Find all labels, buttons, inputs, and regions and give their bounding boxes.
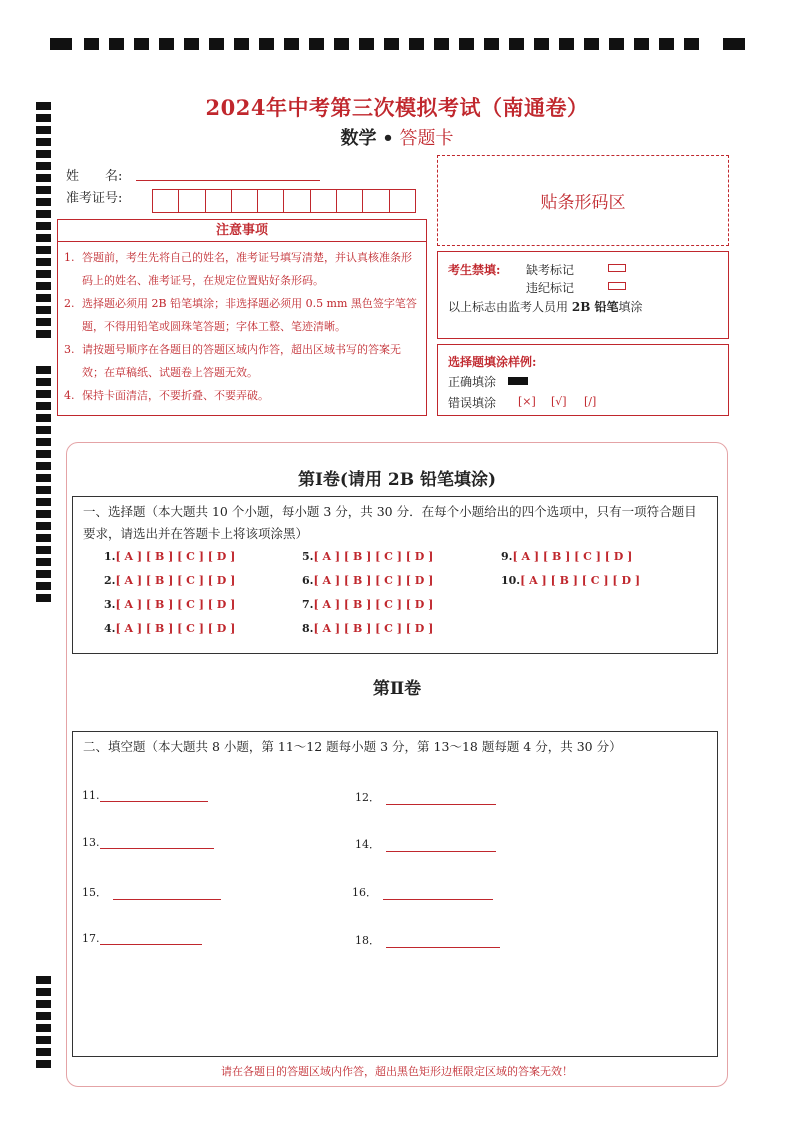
mcq-question-3[interactable]: 3.[ A ] [ B ] [ C ] [ D ]	[104, 598, 236, 611]
mcq-description: 一、选择题（本大题共 10 个小题，每小题 3 分，共 30 分．在每个小题给出的四个选项中，只有一项符合题目要求，请选出并在答题卡上将该项涂黑）	[83, 504, 697, 541]
absent-mark-label: 缺考标记	[526, 263, 575, 277]
card-label: 答题卡	[399, 128, 454, 149]
mcq-question-7[interactable]: 7.[ A ] [ B ] [ C ] [ D ]	[302, 598, 434, 611]
mcq-question-8[interactable]: 8.[ A ] [ B ] [ C ] [ D ]	[302, 622, 434, 635]
fill-description: 二、填空题（本大题共 8 小题，第 11～12 题每小题 3 分，第 13～18 题每题 4 分，共 30 分）	[83, 739, 622, 754]
forbid-note: 以上标志由监考人员用 2B 铅笔填涂	[448, 300, 643, 314]
blank-17[interactable]: 17.	[82, 932, 202, 945]
notice-box	[57, 219, 427, 416]
fill-sample-box	[437, 344, 729, 416]
notice-item: 3. 请按题号顺序在各题目的答题区域内作答，超出区域书写的答案无效；在草稿纸、试题卷上答题无效。	[64, 343, 401, 379]
blank-12[interactable]: 12．	[355, 789, 496, 805]
barcode-label: 贴条形码区	[540, 193, 626, 213]
mcq-question-10[interactable]: 10.[ A ] [ B ] [ C ] [ D ]	[501, 574, 641, 587]
correct-fill-label: 正确填涂	[448, 375, 497, 389]
examinee-forbidden-box	[437, 251, 729, 339]
name-label: 姓 名:	[66, 169, 123, 184]
mcq-question-6[interactable]: 6.[ A ] [ B ] [ C ] [ D ]	[302, 574, 434, 587]
blank-16[interactable]: 16．	[352, 884, 493, 900]
blank-14[interactable]: 14．	[355, 836, 496, 852]
notice-list	[58, 242, 426, 407]
footer-warning: 请在各题目的答题区域内作答，超出黑色矩形边框限定区域的答案无效！	[221, 1065, 573, 1078]
subject-label: 数学	[340, 128, 377, 149]
notice-item: 2. 选择题必须用 2B 铅笔填涂；非选择题必须用 0.5 mm 黑色签字笔答题，不得用铅笔或圆珠笔答题；字体工整、笔迹清晰。	[64, 297, 417, 333]
correct-fill-sample	[508, 377, 528, 385]
top-timing-marks	[50, 38, 745, 50]
notice-title: 注意事项	[58, 220, 426, 242]
mcq-question-5[interactable]: 5.[ A ] [ B ] [ C ] [ D ]	[302, 550, 434, 563]
sample-title: 选择题填涂样例:	[448, 355, 537, 369]
forbid-title: 考生禁填:	[448, 263, 501, 277]
blank-11[interactable]: 11.	[82, 789, 208, 802]
violation-mark-label: 违纪标记	[526, 281, 575, 295]
blank-13[interactable]: 13.	[82, 836, 214, 849]
id-label: 准考证号:	[66, 191, 123, 206]
mcq-question-9[interactable]: 9.[ A ] [ B ] [ C ] [ D ]	[501, 550, 633, 563]
violation-mark-box[interactable]	[608, 282, 626, 290]
absent-mark-box[interactable]	[608, 264, 626, 272]
title-dot: •	[382, 128, 394, 149]
page-title: 2024年中考第三次模拟考试（南通卷）	[205, 95, 589, 120]
name-field[interactable]	[136, 180, 320, 181]
wrong-fill-sample: [/]	[584, 395, 597, 408]
notice-item: 4. 保持卡面清洁，不要折叠、不要弄破。	[64, 389, 269, 402]
part2-title: 第Ⅱ卷	[372, 679, 422, 699]
part1-title: 第Ⅰ卷(请用 2B 铅笔填涂)	[297, 470, 497, 490]
exam-id-boxes[interactable]	[152, 189, 416, 213]
mcq-question-2[interactable]: 2.[ A ] [ B ] [ C ] [ D ]	[104, 574, 236, 587]
wrong-fill-sample: [×]	[518, 395, 536, 408]
page-subtitle	[0, 124, 794, 150]
mcq-question-4[interactable]: 4.[ A ] [ B ] [ C ] [ D ]	[104, 622, 236, 635]
barcode-area	[437, 155, 729, 246]
mcq-question-1[interactable]: 1.[ A ] [ B ] [ C ] [ D ]	[104, 550, 236, 563]
blank-18[interactable]: 18．	[355, 932, 500, 948]
wrong-fill-sample: [√]	[551, 395, 567, 408]
notice-item: 1. 答题前，考生先将自己的姓名，准考证号填写清楚，并认真核准条形码上的姓名、准考证号，在规定位置贴好条形码。	[64, 251, 412, 287]
wrong-fill-label: 错误填涂	[448, 396, 497, 410]
blank-15[interactable]: 15．	[82, 884, 221, 900]
